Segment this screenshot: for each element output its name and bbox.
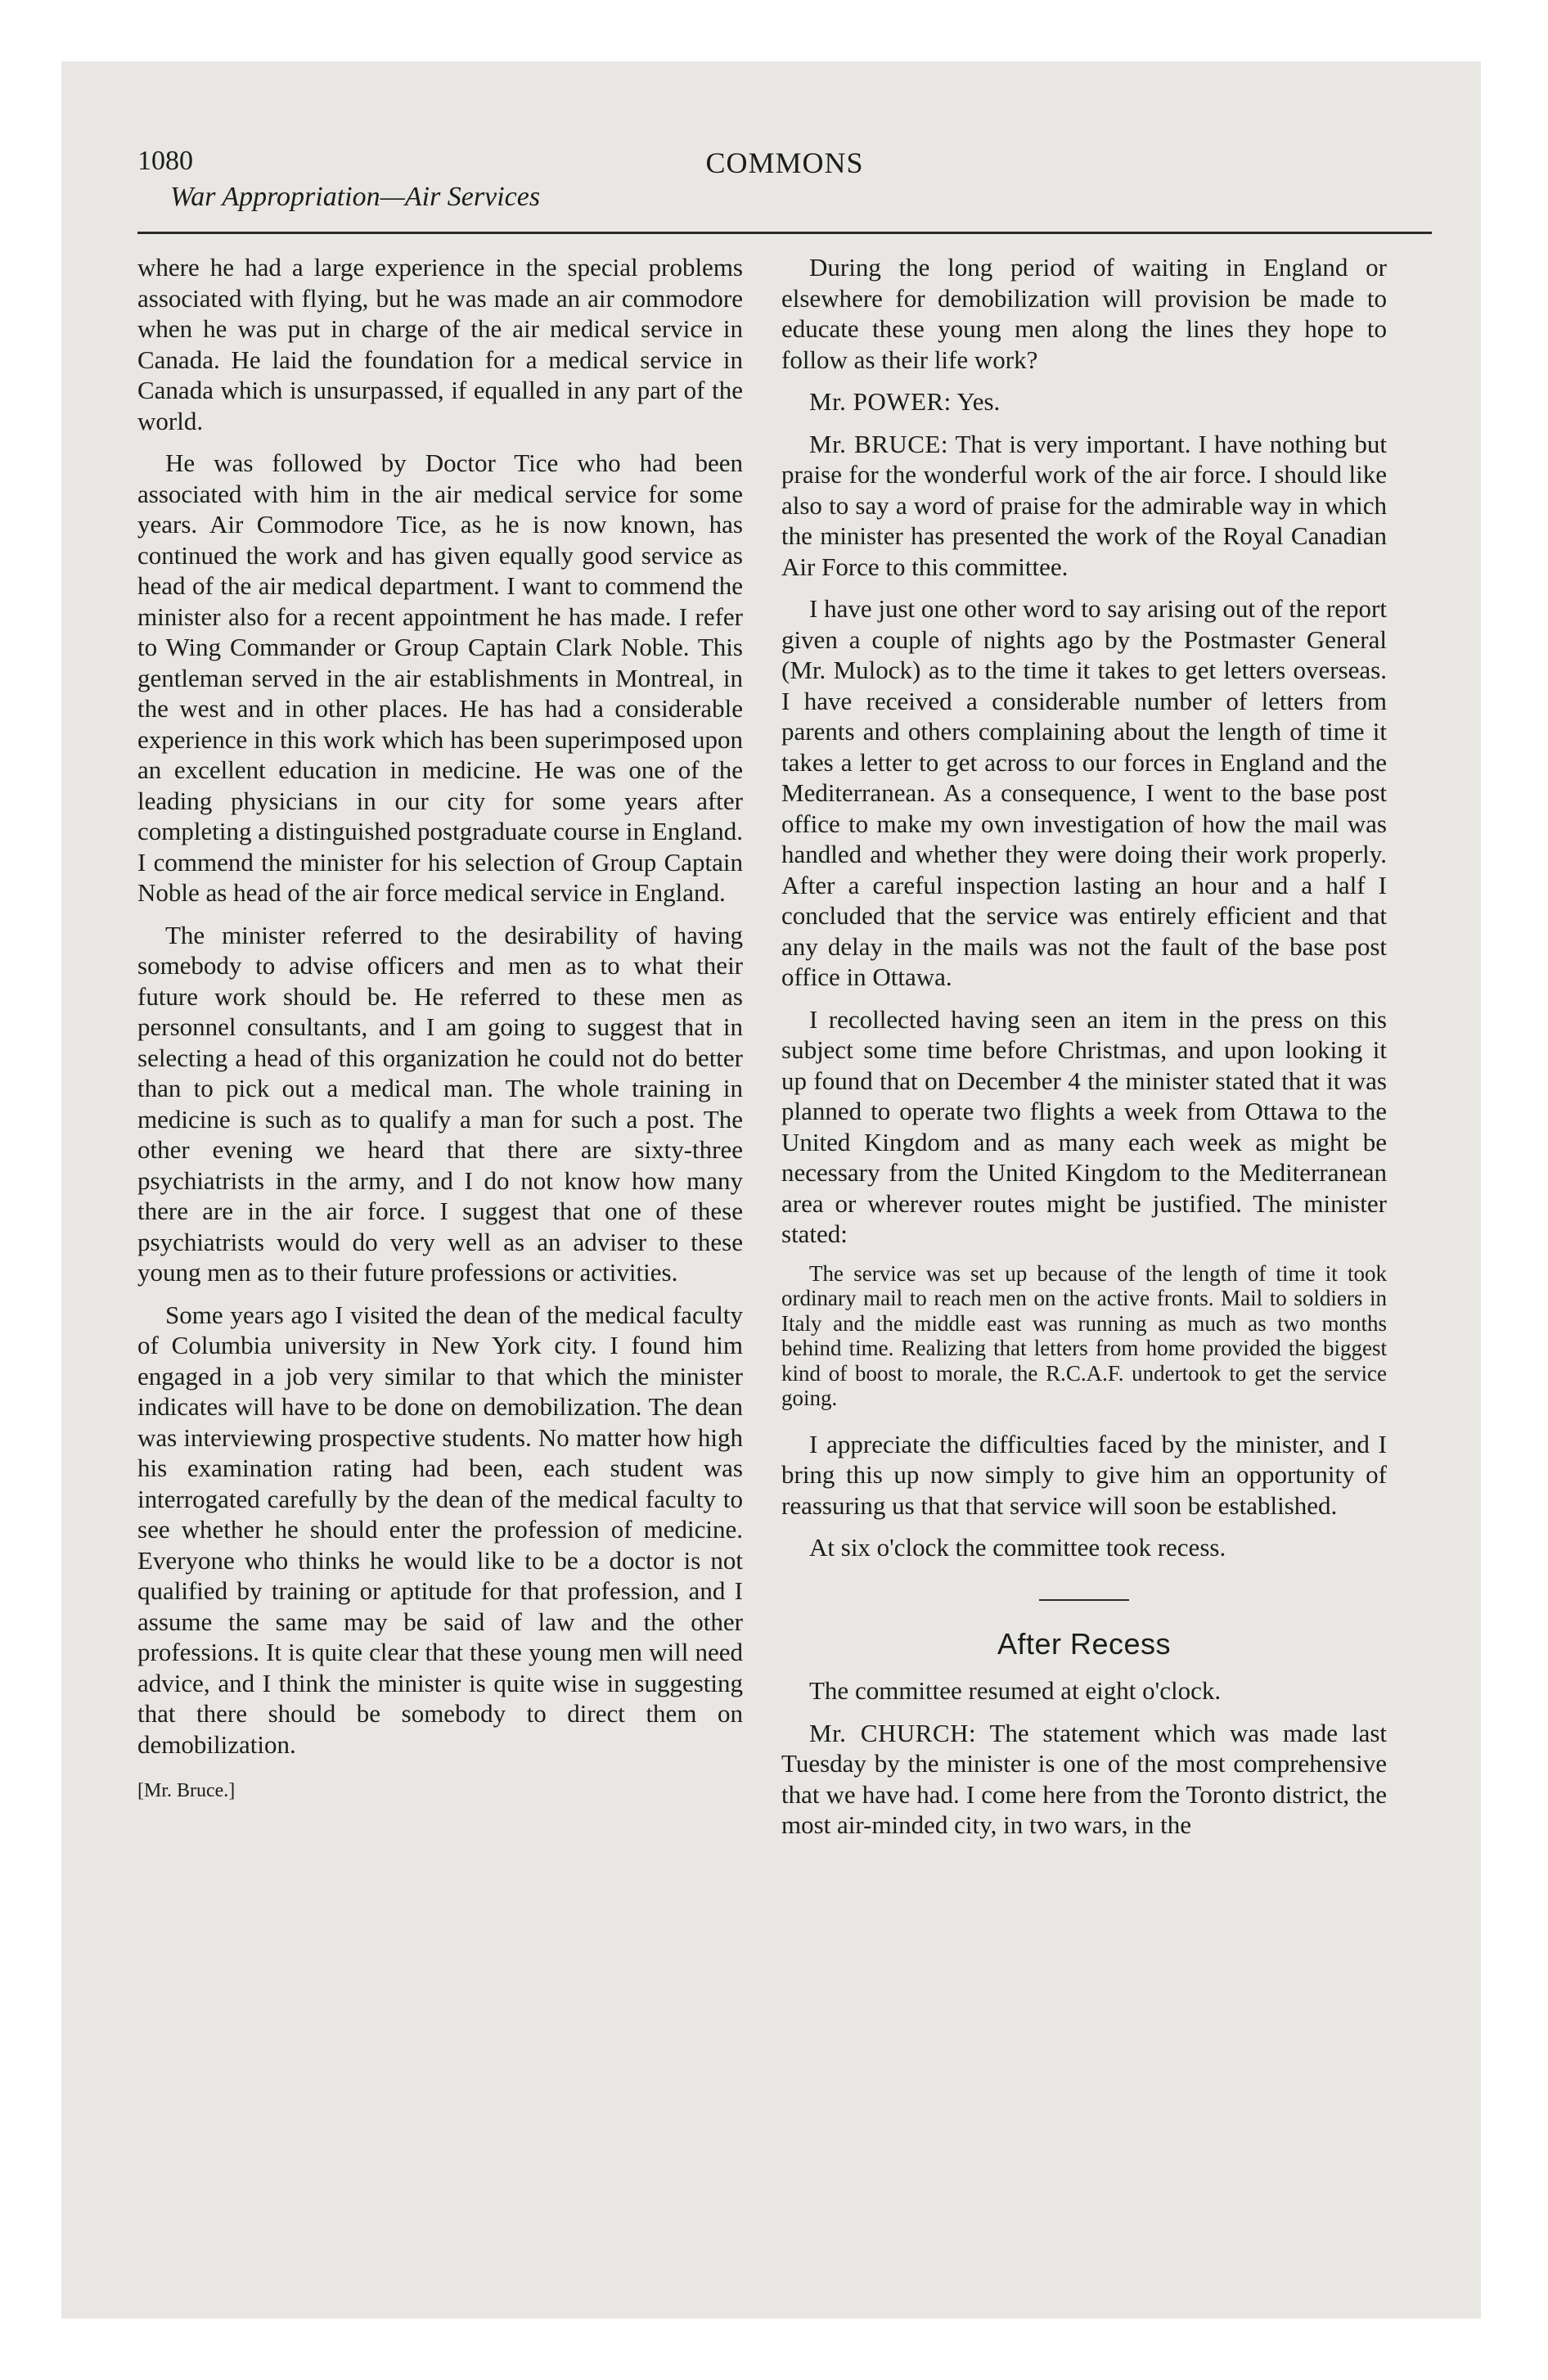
paragraph: I recollected having seen an item in the press on this subject some time before Christmas, and upon looking it up found that on December 4 the minister stated that it was planned to operate two flights a week from Ottawa to the United Kingdom and as many each week as might be necessary from the United Kingdom to the Mediterranean area or wherever routes might be justified. The minister stated: [781, 1004, 1387, 1248]
section-title: COMMONS [705, 146, 864, 179]
paragraph: I have just one other word to say arising out of the report given a couple of nights ago by the Postmaster General (Mr. Mulock) as to the time it takes to get letters overseas. I have received a considerable number of letters from parents and others complaining about the length of time it takes a letter to get across to our forces in England and the Mediterranean. As a consequence, I went to the base post office to make my own investigation of how the mail was handled and whether they were doing their work properly. After a careful inspection lasting an hour and a half I concluded that the service was entirely efficient and that any delay in the mails was not the fault of the base post office in Ottawa. [781, 594, 1387, 991]
speech-church [781, 1718, 1387, 1841]
speech-text: Yes. [956, 387, 1001, 416]
speech-text: That is very important. I have nothing but praise for the wonderful work of the air force. I should like also to say a word of praise for the admirable way in which the minister has presented the work of the Royal Canadian Air Force to this committee. [781, 429, 1387, 581]
paragraph: He was followed by Doctor Tice who had been associated with him in the air medical service for some years. Air Commodore Tice, as he is now known, has continued the work and has given equally good service as head of the air medical department. I want to commend the minister also for a recent appointment he has made. I refer to Wing Commander or Group Captain Clark Noble. This gentleman served in the air establishments in Montreal, in the west and in other places. He has had a considerable experience in this work which has been superimposed upon an excellent education in medicine. He was one of the leading physicians in our city for some years after completing a distinguished postgraduate course in England. I commend the minister for his selection of Group Captain Noble as head of the air force medical service in England. [137, 449, 743, 907]
speaker-name: Mr. CHURCH: [809, 1718, 977, 1747]
speech-power [781, 386, 1387, 417]
speech-text: The statement which was made last Tuesday by the minister is one of the most comprehensive that we have had. I come here from the Toronto district, the most air-minded city, in two wars, in the [781, 1718, 1387, 1839]
block-quote: The service was set up because of the length of time it took ordinary mail to reach men on the active fronts. Mail to soldiers in Italy and the middle east was running as much as two months behind time. Realizing that letters from home provided the biggest kind of boost to morale, the R.C.A.F. undertook to get the service going. [781, 1260, 1387, 1410]
paragraph: Some years ago I visited the dean of the medical faculty of Columbia university in New York city. I found him engaged in a job very similar to that which the minister indicates will have to be done on demobilization. The dean was interviewing prospective students. No matter how high his examination rating had been, each student was interrogated carefully by the dean of the medical faculty to see whether he should enter the profession of medicine. Everyone who thinks he would like to be a doctor is not qualified by training or aptitude for that profession, and I assume the same may be said of law and the other professions. It is quite clear that these young men will need advice, and I think the minister is quite wise in suggesting that there should be somebody to direct them on demobilization. [137, 1300, 743, 1759]
page-header [137, 146, 1432, 228]
page-number: 1080 [137, 146, 193, 176]
header-rule [137, 232, 1432, 234]
resumed-note: The committee resumed at eight o'clock. [809, 1676, 1222, 1705]
paragraph: where he had a large experience in the special problems associated with flying, but he was made an air commodore when he was put in charge of the air medical service in Canada. He laid the foundation for a medical service in Canada which is unsurpassed, if equalled in any part of the world. [137, 253, 743, 435]
recess-note: At six o'clock the committee took recess. [809, 1533, 1226, 1562]
speaker-name: Mr. POWER: [809, 387, 952, 416]
section-divider [1039, 1599, 1129, 1601]
paragraph: During the long period of waiting in England or elsewhere for demobilization will provision be made to educate these young men along the lines they hope to follow as their life work? [781, 253, 1387, 374]
paragraph: The minister referred to the desirability of having somebody to advise officers and men as to what their future work should be. He referred to these men as personnel consultants, and I am going to suggest that in selecting a head of this organization he could not do better than to pick out a medical man. The whole training in medicine is such as to qualify a man for such a post. The other evening we heard that there are sixty-three psychiatrists in the army, and I do not know how many there are in the air force. I suggest that one of these psychiatrists would do very well as an adviser to these young men as to their future professions or activities. [137, 920, 743, 1287]
page-subtitle: War Appropriation—Air Services [170, 182, 541, 212]
left-column [137, 252, 743, 1807]
speaker-name: Mr. BRUCE: [809, 429, 948, 458]
section-heading: After Recess [997, 1626, 1172, 1661]
paragraph: I appreciate the difficulties faced by the minister, and I bring this up now simply to give him an opportunity of reassuring us that that service will soon be established. [781, 1429, 1387, 1520]
right-column [781, 252, 1387, 1852]
speech-bruce [781, 429, 1387, 583]
speaker-footer-ref: [Mr. Bruce.] [137, 1780, 236, 1801]
